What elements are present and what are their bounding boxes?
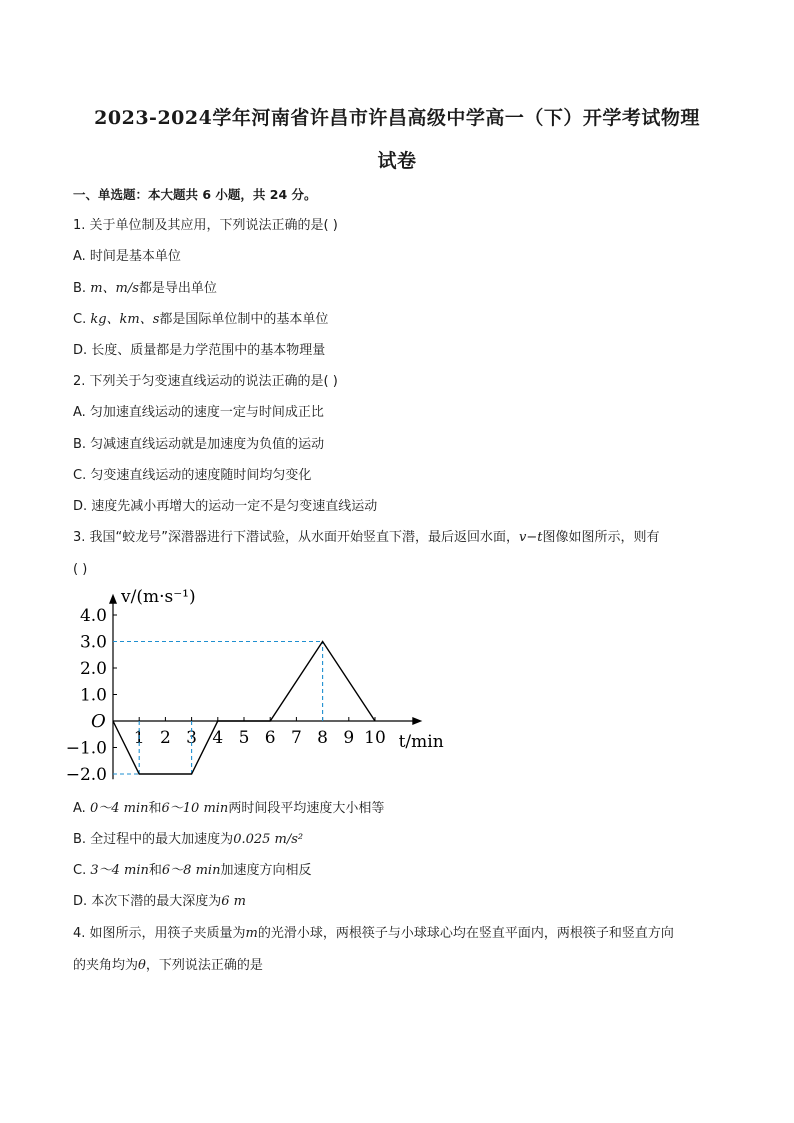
- q3-stem-line2: ( ): [73, 562, 88, 577]
- option-prefix: C.: [73, 312, 91, 327]
- x-tick-label: 6: [264, 728, 276, 748]
- q3-option-a: [73, 800, 384, 818]
- q1-option-b: [73, 280, 217, 298]
- option-text: 都是国际单位制中的基本单位: [159, 312, 329, 327]
- section-heading: 一、单选题：本大题共 6 小题，共 24 分。: [73, 187, 317, 202]
- stem-text: 3. 我国“蛟龙号”深潜器进行下潜试验，从水面开始竖直下潜，最后返回水面，: [73, 530, 520, 545]
- x-tick-label: 9: [343, 728, 355, 748]
- option-text: 两时间段平均速度大小相等: [228, 801, 385, 816]
- x-tick-label: 5: [238, 728, 250, 748]
- exam-title-line2: 试卷: [377, 150, 417, 172]
- q1-stem: 1. 关于单位制及其应用，下列说法正确的是( ): [73, 218, 338, 233]
- math-expression: 6～10 min: [161, 801, 229, 816]
- q3-option-d: [73, 893, 246, 911]
- origin-label: O: [91, 711, 106, 732]
- x-tick-label: 8: [317, 728, 329, 748]
- y-tick-label: −1.0: [65, 738, 107, 759]
- q4-stem: [73, 925, 674, 943]
- option-text: B. 全过程中的最大加速度为: [73, 832, 234, 847]
- math-expression: 6～8 min: [161, 863, 221, 878]
- y-tick-label: 4.0: [79, 606, 107, 626]
- math-expression: m: [245, 926, 258, 941]
- math-expression: 0.025 m/s²: [233, 832, 304, 847]
- math-expression: m、m/s: [90, 281, 139, 296]
- option-prefix: B.: [73, 281, 91, 296]
- stem-text: 4. 如图所示，用筷子夹质量为: [73, 926, 246, 941]
- chart-layer: [66, 587, 444, 785]
- x-tick-label: 10: [364, 728, 386, 748]
- q2-option-b: B. 匀减速直线运动就是加速度为负值的运动: [73, 437, 325, 452]
- option-text: 和: [148, 863, 162, 878]
- stem-text: 图像如图所示，则有: [542, 530, 660, 545]
- exam-title-line1: 2023-2024学年河南省许昌市许昌高级中学高一（下）开学考试物理: [94, 107, 700, 129]
- x-axis-label: t/min: [398, 732, 444, 752]
- math-expression: v−t: [519, 530, 543, 545]
- q3-stem: [73, 529, 660, 547]
- x-tick-label: 3: [186, 728, 198, 748]
- y-tick-label: 1.0: [79, 685, 107, 706]
- x-tick-label: 2: [159, 728, 171, 748]
- x-axis-arrow: [412, 717, 422, 725]
- y-tick-label: 2.0: [79, 659, 107, 679]
- q3-option-b: [73, 831, 303, 849]
- option-prefix: A.: [73, 801, 90, 816]
- math-expression: kg、km、s: [90, 312, 160, 327]
- q1-option-a: A. 时间是基本单位: [73, 249, 181, 264]
- option-text: 都是导出单位: [138, 281, 217, 296]
- q2-option-c: C. 匀变速直线运动的速度随时间均匀变化: [73, 468, 312, 483]
- q2-option-d: D. 速度先减小再增大的运动一定不是匀变速直线运动: [73, 499, 378, 514]
- q2-stem: 2. 下列关于匀变速直线运动的说法正确的是( ): [73, 374, 338, 389]
- stem-text: ，下列说法正确的是: [145, 958, 263, 973]
- q1-option-d: D. 长度、质量都是力学范围中的基本物理量: [73, 343, 326, 358]
- option-text: D. 本次下潜的最大深度为: [73, 894, 222, 909]
- x-tick-label: 7: [290, 728, 302, 748]
- y-tick-label: 3.0: [79, 632, 107, 653]
- option-prefix: C.: [73, 863, 91, 878]
- math-expression: 0～4 min: [89, 801, 149, 816]
- option-text: 和: [148, 801, 162, 816]
- math-expression: θ: [138, 958, 146, 973]
- y-tick-label: −2.0: [65, 765, 107, 785]
- q4-stem-line2: [73, 957, 263, 975]
- velocity-time-chart: [65, 584, 468, 789]
- y-axis-arrow: [109, 594, 117, 604]
- option-text: 加速度方向相反: [220, 863, 312, 878]
- x-tick-label: 4: [212, 728, 224, 748]
- velocity-series-line: [113, 642, 375, 775]
- q1-option-c: [73, 311, 328, 329]
- y-axis-label: v/(m·s⁻¹): [121, 586, 196, 607]
- q2-option-a: A. 匀加速直线运动的速度一定与时间成正比: [73, 405, 324, 420]
- x-tick-label: 1: [133, 728, 145, 748]
- math-expression: 3～4 min: [90, 863, 149, 878]
- math-expression: 6 m: [221, 894, 247, 909]
- q3-option-c: [73, 862, 311, 880]
- stem-text: 的光滑小球，两根筷子与小球球心均在竖直平面内，两根筷子和竖直方向: [257, 926, 674, 941]
- stem-text: 的夹角均为: [73, 958, 139, 973]
